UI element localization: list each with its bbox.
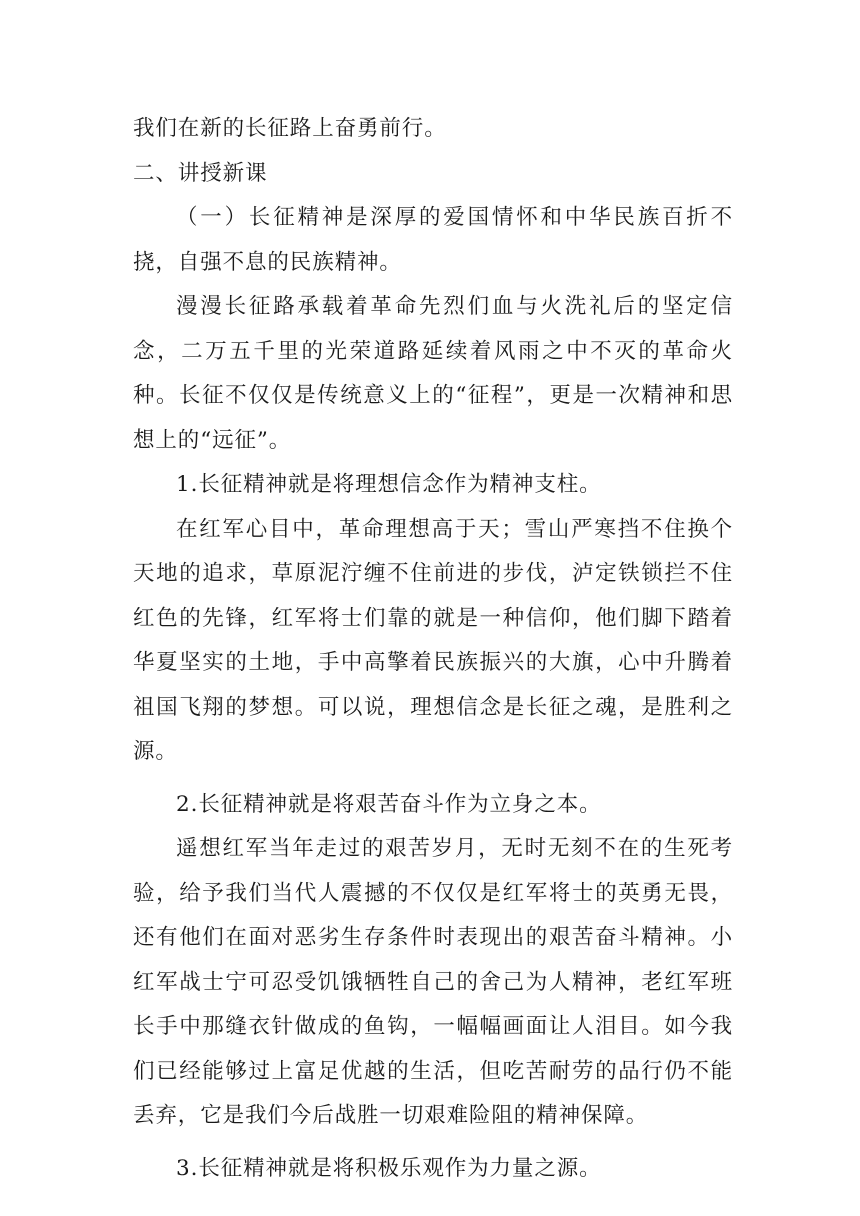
point-heading-3: 3.长征精神就是将积极乐观作为力量之源。 xyxy=(176,1155,602,1181)
paragraph-continuation: 我们在新的长征路上奋勇前行。 xyxy=(133,116,447,141)
paragraph-point-2: 遥想红军当年走过的艰苦岁月，无时无刻不在的生死考验，给予我们当代人震撼的不仅仅是红军将士的英勇无畏，还有他们在面对恶劣生存条件时表现出的艰苦奋斗精神。小红军战士宁可忍受饥饿牺牲自己的舍己为人精神，老红军班长手中那缝衣针做成的鱼钩，一幅幅画面让人泪目。如今我们已经能够过上富足优越的生活，但吃苦耐劳的品行仍不能丢弃，它是我们今后战胜一切艰难险阻的精神保障。 xyxy=(133,836,733,1128)
document-body xyxy=(133,107,733,1191)
paragraph-intro: 漫漫长征路承载着革命先烈们血与火洗礼后的坚定信念，二万五千里的光荣道路延续着风雨之中不灭的革命火种。长征不仅仅是传统意义上的“征程”，更是一次精神和思想上的“远征”。 xyxy=(133,294,733,453)
subsection-heading: （一）长征精神是深厚的爱国情怀和中华民族百折不挠，自强不息的民族精神。 xyxy=(133,205,733,275)
point-heading-1: 1.长征精神就是将理想信念作为精神支柱。 xyxy=(176,472,602,497)
paragraph-point-1: 在红军心目中，革命理想高于天；雪山严寒挡不住换个天地的追求，草原泥泞缠不住前进的步伐，泸定铁锁拦不住红色的先锋，红军将士们靠的就是一种信仰，他们脚下踏着华夏坚实的土地，手中高擎着民族振兴的大旗，心中升腾着祖国飞翔的梦想。可以说，理想信念是长征之魂，是胜利之源。 xyxy=(133,516,733,764)
section-heading: 二、讲授新课 xyxy=(133,160,268,186)
point-heading-2: 2.长征精神就是将艰苦奋斗作为立身之本。 xyxy=(176,791,602,817)
